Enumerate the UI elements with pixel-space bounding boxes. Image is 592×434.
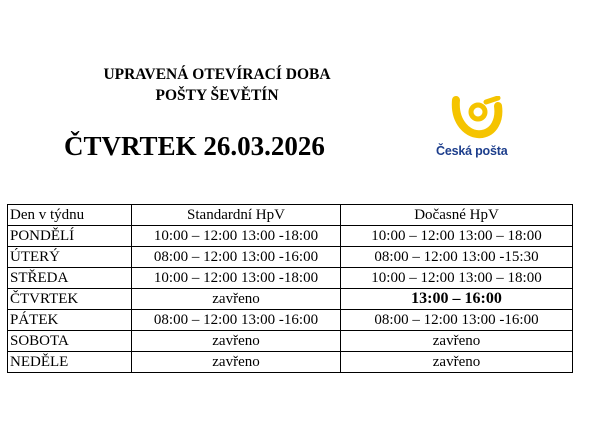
standard-hours-cell: 10:00 – 12:00 13:00 -18:00 <box>132 226 341 247</box>
post-horn-icon <box>446 96 506 142</box>
standard-hours-cell: zavřeno <box>132 289 341 310</box>
header-day: Den v týdnu <box>8 205 132 226</box>
ceska-posta-logo <box>436 96 516 166</box>
notice-heading <box>52 64 382 106</box>
table-row <box>8 289 573 310</box>
heading-line-2: POŠTY ŠEVĚTÍN <box>155 87 279 104</box>
table-row <box>8 310 573 331</box>
temporary-hours-cell: 08:00 – 12:00 13:00 -15:30 <box>341 247 573 268</box>
temporary-hours-cell: 10:00 – 12:00 13:00 – 18:00 <box>341 268 573 289</box>
header-standard: Standardní HpV <box>132 205 341 226</box>
opening-hours-table <box>7 204 573 373</box>
day-cell: ÚTERÝ <box>8 247 132 268</box>
header-temporary: Dočasné HpV <box>341 205 573 226</box>
table-header-row <box>8 205 573 226</box>
temporary-hours-cell: zavřeno <box>341 352 573 373</box>
table-row <box>8 331 573 352</box>
table-row <box>8 268 573 289</box>
temporary-hours-cell: 08:00 – 12:00 13:00 -16:00 <box>341 310 573 331</box>
standard-hours-cell: 08:00 – 12:00 13:00 -16:00 <box>132 310 341 331</box>
table-row <box>8 247 573 268</box>
day-cell: STŘEDA <box>8 268 132 289</box>
standard-hours-cell: 10:00 – 12:00 13:00 -18:00 <box>132 268 341 289</box>
table-row <box>8 226 573 247</box>
day-cell: ČTVRTEK <box>8 289 132 310</box>
heading-line-1: UPRAVENÁ OTEVÍRACÍ DOBA <box>103 66 331 83</box>
day-cell: NEDĚLE <box>8 352 132 373</box>
logo-text: Česká pošta <box>436 144 508 158</box>
day-title: ČTVRTEK 26.03.2026 <box>64 131 325 161</box>
table-row <box>8 352 573 373</box>
standard-hours-cell: 08:00 – 12:00 13:00 -16:00 <box>132 247 341 268</box>
standard-hours-cell: zavřeno <box>132 331 341 352</box>
temporary-hours-cell: 10:00 – 12:00 13:00 – 18:00 <box>341 226 573 247</box>
day-cell: PÁTEK <box>8 310 132 331</box>
standard-hours-cell: zavřeno <box>132 352 341 373</box>
temporary-hours-cell: zavřeno <box>341 331 573 352</box>
temporary-hours-cell: 13:00 – 16:00 <box>341 289 573 310</box>
day-cell: PONDĚLÍ <box>8 226 132 247</box>
day-cell: SOBOTA <box>8 331 132 352</box>
